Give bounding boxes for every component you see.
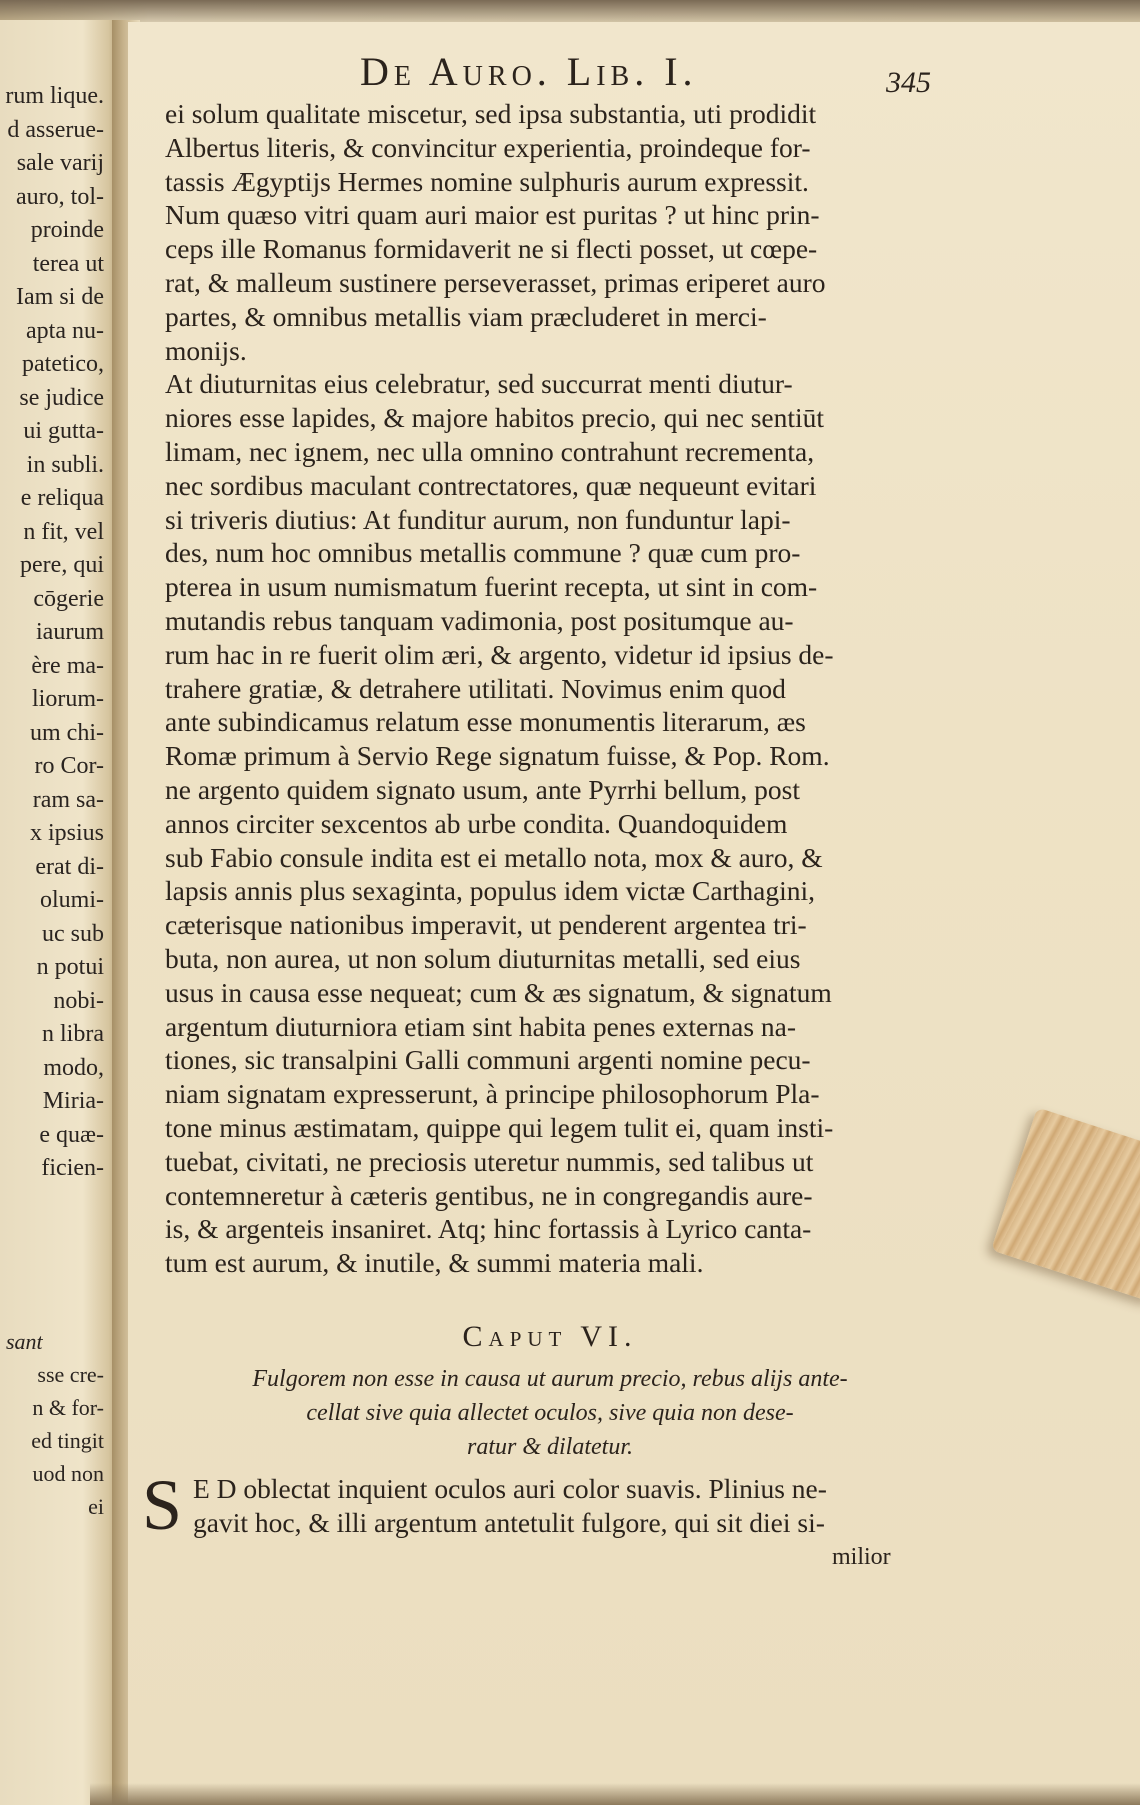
text-line: argentum diuturniora etiam sint habita penes externas na- bbox=[165, 1010, 797, 1042]
facing-page-line: sale varij bbox=[16, 150, 104, 176]
facing-page-line: iaurum bbox=[36, 619, 104, 645]
facing-page-line: se judice bbox=[19, 384, 104, 411]
text-line: usus in causa esse nequeat; cum & æs signatum, & signatum bbox=[165, 976, 832, 1008]
drop-cap: S bbox=[142, 1465, 183, 1545]
text-line: Num quæso vitri quam auri maior est puritas ? ut hinc prin- bbox=[165, 199, 820, 231]
text-line: tassis Ægyptijs Hermes nomine sulphuris aurum expressit. bbox=[165, 165, 809, 197]
facing-page-line: cōgerie bbox=[33, 585, 104, 612]
text-line: ne argento quidem signato usum, ante Pyrrhi bellum, post bbox=[165, 773, 800, 805]
facing-page-line: ed tingit bbox=[31, 1428, 104, 1453]
running-head: De Auro. Lib. I. bbox=[360, 49, 698, 94]
text-line: sub Fabio consule indita est ei metallo nota, mox & auro, & bbox=[165, 841, 823, 873]
facing-page-line: n potui bbox=[36, 954, 104, 980]
facing-page-line: uc sub bbox=[42, 920, 104, 947]
facing-page-line: auro, tol- bbox=[16, 183, 104, 210]
text-line: niam signatam expresserunt, à principe philosophorum Pla- bbox=[165, 1078, 820, 1110]
text-line: tone minus æstimatam, quippe qui legem tulit ei, quam insti- bbox=[165, 1111, 834, 1143]
chapter-title: Caput VI. bbox=[462, 1320, 638, 1353]
text-line: limam, nec ignem, nec ulla omnino contrahunt recrementa, bbox=[165, 435, 815, 467]
text-line: Albertus literis, & convincitur experientia, proindeque for- bbox=[165, 131, 811, 163]
text-line: contemneretur à cæteris gentibus, ne in congregandis aure- bbox=[165, 1179, 813, 1211]
text-line: pterea in usum numismatum fuerint recepta, ut sint in com- bbox=[165, 571, 818, 603]
body-text bbox=[165, 97, 935, 1280]
text-line: ei solum qualitate miscetur, sed ipsa substantia, uti prodidit bbox=[165, 98, 817, 129]
facing-page-line: apta nu- bbox=[26, 317, 104, 344]
summary-line: cellat sive quia allectet oculos, sive quia non dese- bbox=[306, 1400, 794, 1426]
text-line: cæterisque nationibus imperavit, ut penderent argentea tri- bbox=[165, 909, 807, 941]
text-line: buta, non aurea, ut non solum diuturnitas metalli, sed eius bbox=[165, 942, 801, 974]
facing-page-line: ficien- bbox=[41, 1155, 104, 1181]
facing-page bbox=[0, 20, 118, 1805]
text-line: nec sordibus maculant contrectatores, quæ nequeunt evitari bbox=[165, 469, 817, 501]
facing-page-line: e reliqua bbox=[20, 485, 104, 511]
summary-line: Fulgorem non esse in causa ut aurum precio, rebus alijs ante- bbox=[252, 1366, 848, 1392]
facing-page-line: erat di- bbox=[35, 853, 104, 880]
text-line: niores esse lapides, & majore habitos precio, qui nec sentiūt bbox=[165, 402, 825, 434]
facing-page-line: ei bbox=[88, 1494, 104, 1519]
facing-page-line: ère ma- bbox=[31, 652, 104, 679]
facing-page-line: n libra bbox=[42, 1021, 104, 1047]
summary-line: ratur & dilatetur. bbox=[466, 1434, 634, 1460]
catchword: milior bbox=[832, 1544, 891, 1570]
text-line: Romæ primum à Servio Rege signatum fuisse, & Pop. Rom. bbox=[165, 740, 830, 772]
text-line: rum hac in re fuerit olim æri, & argento, videtur id ipsius de- bbox=[165, 638, 834, 670]
facing-page-line: rum lique. bbox=[5, 83, 104, 109]
text-line: partes, & omnibus metallis viam præcluderet in merci- bbox=[165, 300, 767, 332]
facing-page-line: modo, bbox=[43, 1054, 104, 1081]
facing-page-lower-text bbox=[0, 1325, 110, 1523]
text-line: trahere gratiæ, & detrahere utilitati. Novimus enim quod bbox=[165, 672, 786, 704]
facing-page-line: ram sa- bbox=[32, 786, 104, 813]
facing-page-line: sant bbox=[6, 1329, 43, 1354]
facing-page-line: olumi- bbox=[40, 887, 104, 913]
facing-page-line: sse cre- bbox=[37, 1362, 104, 1387]
facing-page-text bbox=[0, 80, 110, 1186]
chapter-body bbox=[165, 1472, 935, 1540]
facing-page-line: nobi- bbox=[53, 987, 104, 1014]
bottom-edge-shadow bbox=[90, 1783, 1140, 1805]
facing-page-line: terea ut bbox=[32, 250, 104, 277]
facing-page-line: ro Cor- bbox=[34, 753, 104, 779]
text-line: rat, & malleum sustinere perseverasset, primas eriperet auro bbox=[165, 266, 826, 298]
text-line: des, num hoc omnibus metallis commune ? quæ cum pro- bbox=[165, 537, 801, 569]
text-line: is, & argenteis insaniret. Atq; hinc fortassis à Lyrico canta- bbox=[165, 1213, 812, 1245]
text-line: At diuturnitas eius celebratur, sed succurrat menti diutur- bbox=[165, 368, 793, 400]
facing-page-line: patetico, bbox=[22, 351, 104, 377]
facing-page-line: pere, qui bbox=[20, 552, 104, 578]
text-line: ante subindicamus relatum esse monumentis literarum, æs bbox=[165, 706, 806, 738]
facing-page-line: proinde bbox=[30, 217, 104, 243]
facing-page-line: n fit, vel bbox=[23, 518, 104, 545]
chapter-summary bbox=[165, 1362, 935, 1464]
facing-page-line: ui gutta- bbox=[23, 418, 104, 444]
facing-page-line: e quæ- bbox=[39, 1121, 104, 1148]
page-number: 345 bbox=[886, 66, 931, 99]
text-line: monijs. bbox=[165, 334, 247, 366]
facing-page-line: um chi- bbox=[30, 719, 104, 746]
facing-page-line: x ipsius bbox=[29, 820, 104, 846]
text-line: si triveris diutius: At funditur aurum, non funduntur lapi- bbox=[165, 503, 791, 535]
text-line: lapsis annis plus sexaginta, populus idem victæ Carthagini, bbox=[165, 875, 815, 907]
text-line: tiones, sic transalpini Galli communi argenti nomine pecu- bbox=[165, 1044, 811, 1076]
facing-page-line: in subli. bbox=[26, 451, 104, 478]
text-line: ceps ille Romanus formidaverit ne si flecti posset, ut cœpe- bbox=[165, 233, 818, 265]
facing-page-line: d asserue- bbox=[7, 116, 104, 143]
facing-page-line: Miria- bbox=[42, 1088, 104, 1114]
facing-page-line: n & for- bbox=[32, 1395, 104, 1420]
text-line: tuebat, civitati, ne preciosis uteretur nummis, sed talibus ut bbox=[165, 1145, 814, 1177]
text-line: annos circiter sexcentos ab urbe condita. Quandoquidem bbox=[165, 807, 788, 839]
facing-page-line: liorum- bbox=[32, 686, 104, 712]
facing-page-line: uod non bbox=[32, 1461, 104, 1486]
chapter-text-line: gavit hoc, & illi argentum antetulit fulgore, qui sit diei si- bbox=[193, 1507, 825, 1538]
text-line: mutandis rebus tanquam vadimonia, post positumque au- bbox=[165, 604, 794, 636]
text-line: tum est aurum, & inutile, & summi materia mali. bbox=[165, 1247, 704, 1279]
chapter-text-line: E D oblectat inquient oculos auri color suavis. Plinius ne- bbox=[193, 1473, 827, 1504]
facing-page-line: Iam si de bbox=[16, 284, 104, 310]
